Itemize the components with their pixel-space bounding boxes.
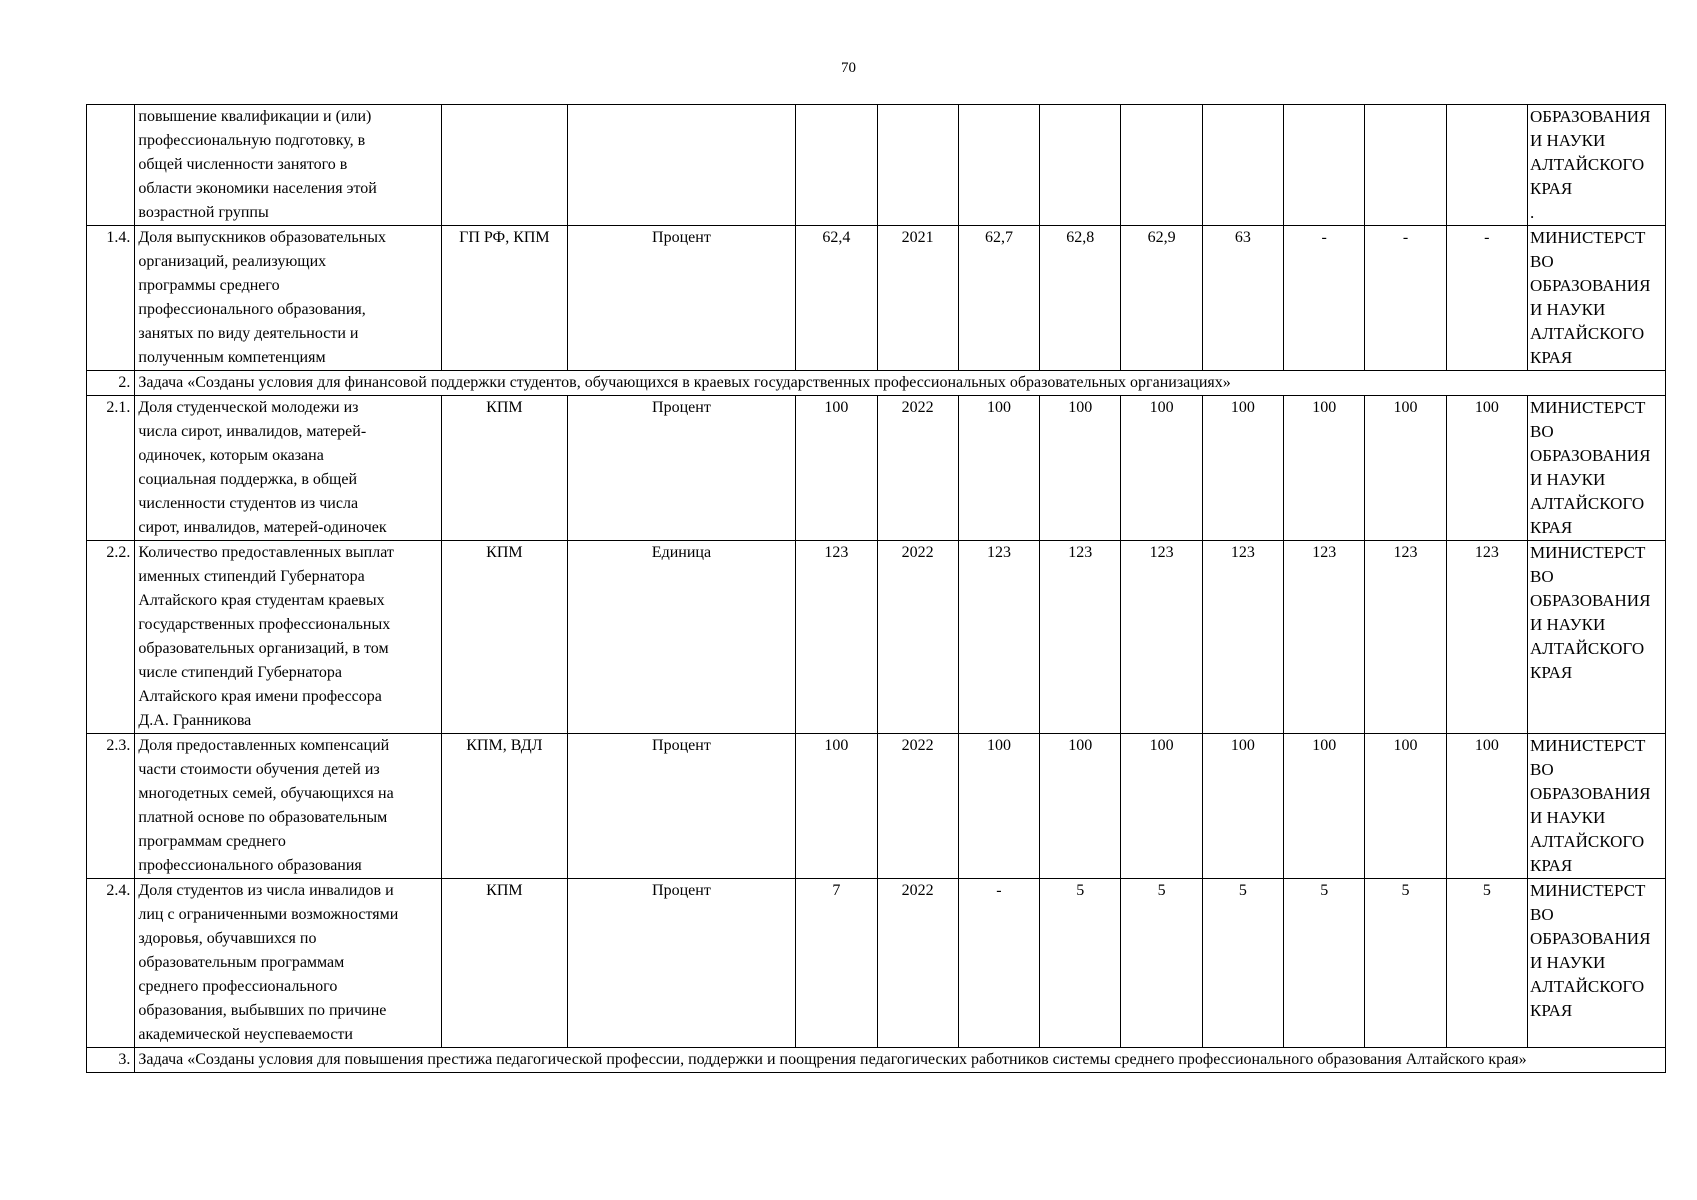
indicator-name <box>135 879 442 1048</box>
unit-cell: Процент <box>567 226 796 371</box>
indicator-name <box>135 105 442 226</box>
responsible-cell-line: И НАУКИ <box>1530 615 1606 634</box>
responsible-cell <box>1528 226 1666 371</box>
indicator-name-line: именных стипендий Губернатора <box>138 568 365 585</box>
year-value-cell: - <box>1365 226 1446 371</box>
responsible-cell-line: . <box>1530 203 1535 222</box>
year-value-cell: 100 <box>1121 734 1202 879</box>
responsible-cell-line: И НАУКИ <box>1530 470 1606 489</box>
table-row <box>87 541 1666 734</box>
base-year-cell <box>877 105 958 226</box>
indicator-name-line: многодетных семей, обучающихся на <box>138 785 394 802</box>
row-number: 2.2. <box>87 541 135 734</box>
responsible-cell-line: И НАУКИ <box>1530 808 1606 827</box>
source-cell: КПМ, ВДЛ <box>442 734 568 879</box>
year-value-cell: 100 <box>1284 396 1365 541</box>
responsible-cell-line: АЛТАЙСКОГО <box>1530 324 1645 343</box>
responsible-cell-line: АЛТАЙСКОГО <box>1530 977 1645 996</box>
indicator-name <box>135 541 442 734</box>
year-value-cell: 123 <box>958 541 1039 734</box>
row-number: 3. <box>87 1048 135 1073</box>
year-value-cell: 123 <box>1284 541 1365 734</box>
source-cell: КПМ <box>442 396 568 541</box>
year-value-cell <box>1121 105 1202 226</box>
responsible-cell-line: АЛТАЙСКОГО <box>1530 494 1645 513</box>
source-cell <box>442 105 568 226</box>
unit-cell: Процент <box>567 879 796 1048</box>
row-number: 2. <box>87 371 135 396</box>
indicator-name-line: здоровья, обучавшихся по <box>138 930 317 947</box>
responsible-cell-line: И НАУКИ <box>1530 131 1606 150</box>
responsible-cell-line: ОБРАЗОВАНИЯ <box>1530 446 1651 465</box>
year-value-cell: 123 <box>1365 541 1446 734</box>
indicator-name-line: Доля студенческой молодежи из <box>138 399 359 416</box>
year-value-cell: 100 <box>958 734 1039 879</box>
row-number: 2.3. <box>87 734 135 879</box>
row-number: 2.4. <box>87 879 135 1048</box>
base-year-cell: 2022 <box>877 879 958 1048</box>
indicator-name-line: программы среднего <box>138 277 280 294</box>
responsible-cell <box>1528 734 1666 879</box>
year-value-cell: 123 <box>1202 541 1283 734</box>
base-year-cell: 2022 <box>877 734 958 879</box>
year-value-cell <box>1202 105 1283 226</box>
responsible-cell-line: АЛТАЙСКОГО <box>1530 832 1645 851</box>
indicator-name-line: организаций, реализующих <box>138 253 327 270</box>
responsible-cell-line: ОБРАЗОВАНИЯ <box>1530 929 1651 948</box>
indicator-name <box>135 226 442 371</box>
year-value-cell: 100 <box>1446 396 1527 541</box>
responsible-cell-line: АЛТАЙСКОГО <box>1530 639 1645 658</box>
responsible-cell-line: ВО <box>1530 760 1554 779</box>
year-value-cell: 100 <box>1284 734 1365 879</box>
indicator-name-line: Алтайского края имени профессора <box>138 688 382 705</box>
indicator-name-line: общей численности занятого в <box>138 156 348 173</box>
indicator-name-line: платной основе по образовательным <box>138 809 388 826</box>
indicator-name-line: лиц с ограниченными возможностями <box>138 906 399 923</box>
year-value-cell: 100 <box>1040 734 1121 879</box>
year-value-cell: 100 <box>1365 396 1446 541</box>
year-value-cell: - <box>958 879 1039 1048</box>
indicator-name-line: одиночек, которым оказана <box>138 447 324 464</box>
indicator-name-line: повышение квалификации и (или) <box>138 108 372 125</box>
indicator-name-line: Д.А. Гранникова <box>138 712 252 729</box>
indicator-name <box>135 734 442 879</box>
year-value-cell: 62,9 <box>1121 226 1202 371</box>
responsible-cell-line: КРАЯ <box>1530 348 1573 367</box>
row-number <box>87 105 135 226</box>
unit-cell: Единица <box>567 541 796 734</box>
table-row <box>87 396 1666 541</box>
table-row <box>87 879 1666 1048</box>
year-value-cell: 5 <box>1284 879 1365 1048</box>
responsible-cell-line: ОБРАЗОВАНИЯ <box>1530 107 1651 126</box>
year-value-cell <box>1365 105 1446 226</box>
indicator-name-line: возрастной группы <box>138 204 269 221</box>
indicator-name-line: образовательных организаций, в том <box>138 640 389 657</box>
page-number: 70 <box>841 60 856 76</box>
year-value-cell: 100 <box>1202 734 1283 879</box>
source-cell: КПМ <box>442 879 568 1048</box>
year-value-cell: 100 <box>1365 734 1446 879</box>
base-value-cell: 123 <box>796 541 877 734</box>
indicator-name-line: числе стипендий Губернатора <box>138 664 342 681</box>
responsible-cell-line: ВО <box>1530 422 1554 441</box>
responsible-cell <box>1528 396 1666 541</box>
base-year-cell: 2022 <box>877 541 958 734</box>
responsible-cell-line: МИНИСТЕРСТ <box>1530 398 1646 417</box>
responsible-cell-line: МИНИСТЕРСТ <box>1530 228 1646 247</box>
year-value-cell: 100 <box>1446 734 1527 879</box>
indicator-name-line: программам среднего <box>138 833 286 850</box>
base-value-cell: 100 <box>796 396 877 541</box>
year-value-cell: 123 <box>1040 541 1121 734</box>
indicator-name <box>135 396 442 541</box>
year-value-cell: 5 <box>1202 879 1283 1048</box>
year-value-cell <box>1284 105 1365 226</box>
indicator-name-line: занятых по виду деятельности и <box>138 325 359 342</box>
table-row <box>87 105 1666 226</box>
responsible-cell-line: КРАЯ <box>1530 179 1573 198</box>
indicator-name-line: академической неуспеваемости <box>138 1026 353 1043</box>
responsible-cell-line: МИНИСТЕРСТ <box>1530 736 1646 755</box>
year-value-cell <box>1040 105 1121 226</box>
responsible-cell-line: КРАЯ <box>1530 856 1573 875</box>
responsible-cell-line: ОБРАЗОВАНИЯ <box>1530 784 1651 803</box>
source-cell: КПМ <box>442 541 568 734</box>
year-value-cell: 5 <box>1446 879 1527 1048</box>
unit-cell <box>567 105 796 226</box>
indicator-name-line: образования, выбывших по причине <box>138 1002 387 1019</box>
indicators-table <box>86 104 1666 1073</box>
year-value-cell <box>958 105 1039 226</box>
responsible-cell-line: ВО <box>1530 567 1554 586</box>
responsible-cell <box>1528 541 1666 734</box>
year-value-cell: 62,8 <box>1040 226 1121 371</box>
year-value-cell: 100 <box>1040 396 1121 541</box>
year-value-cell: 100 <box>1121 396 1202 541</box>
responsible-cell-line: КРАЯ <box>1530 1001 1573 1020</box>
responsible-cell-line: АЛТАЙСКОГО <box>1530 155 1645 174</box>
indicator-name-line: численности студентов из числа <box>138 495 359 512</box>
year-value-cell: 123 <box>1121 541 1202 734</box>
indicator-name-line: Количество предоставленных выплат <box>138 544 394 561</box>
responsible-cell-line: КРАЯ <box>1530 518 1573 537</box>
base-year-cell: 2022 <box>877 396 958 541</box>
task-text: Задача «Созданы условия для повышения престижа педагогической профессии, поддержки и поощрения педагогических работников системы среднего профессионального образования Алтайского края» <box>135 1048 1666 1073</box>
indicator-name-line: числа сирот, инвалидов, матерей- <box>138 423 367 440</box>
year-value-cell <box>1446 105 1527 226</box>
year-value-cell: - <box>1446 226 1527 371</box>
task-row <box>87 371 1666 396</box>
indicator-name-line: сирот, инвалидов, матерей-одиночек <box>138 519 387 536</box>
indicator-name-line: среднего профессионального <box>138 978 338 995</box>
base-value-cell <box>796 105 877 226</box>
indicator-name-line: полученным компетенциям <box>138 349 326 366</box>
unit-cell: Процент <box>567 396 796 541</box>
indicator-name-line: Доля предоставленных компенсаций <box>138 737 390 754</box>
responsible-cell-line: ОБРАЗОВАНИЯ <box>1530 276 1651 295</box>
base-value-cell: 100 <box>796 734 877 879</box>
row-number: 2.1. <box>87 396 135 541</box>
responsible-cell <box>1528 105 1666 226</box>
row-number: 1.4. <box>87 226 135 371</box>
responsible-cell-line: МИНИСТЕРСТ <box>1530 881 1646 900</box>
year-value-cell: 123 <box>1446 541 1527 734</box>
base-value-cell: 7 <box>796 879 877 1048</box>
year-value-cell: 5 <box>1365 879 1446 1048</box>
source-cell: ГП РФ, КПМ <box>442 226 568 371</box>
indicator-name-line: части стоимости обучения детей из <box>138 761 380 778</box>
year-value-cell: 5 <box>1121 879 1202 1048</box>
indicator-name-line: государственных профессиональных <box>138 616 391 633</box>
indicator-name-line: области экономики населения этой <box>138 180 377 197</box>
base-year-cell: 2021 <box>877 226 958 371</box>
indicator-name-line: социальная поддержка, в общей <box>138 471 357 488</box>
year-value-cell: 5 <box>1040 879 1121 1048</box>
year-value-cell: 62,7 <box>958 226 1039 371</box>
year-value-cell: 100 <box>1202 396 1283 541</box>
indicator-name-line: профессиональную подготовку, в <box>138 132 366 149</box>
task-row <box>87 1048 1666 1073</box>
unit-cell: Процент <box>567 734 796 879</box>
responsible-cell-line: МИНИСТЕРСТ <box>1530 543 1646 562</box>
responsible-cell-line: ВО <box>1530 905 1554 924</box>
indicator-name-line: Алтайского края студентам краевых <box>138 592 385 609</box>
indicator-name-line: образовательным программам <box>138 954 345 971</box>
table-row <box>87 226 1666 371</box>
base-value-cell: 62,4 <box>796 226 877 371</box>
indicator-name-line: профессионального образования <box>138 857 362 874</box>
responsible-cell-line: ВО <box>1530 252 1554 271</box>
task-text: Задача «Созданы условия для финансовой поддержки студентов, обучающихся в краевых государственных профессиональных образовательных организациях» <box>135 371 1666 396</box>
responsible-cell-line: ОБРАЗОВАНИЯ <box>1530 591 1651 610</box>
table-body <box>87 105 1666 1073</box>
year-value-cell: 100 <box>958 396 1039 541</box>
table-row <box>87 734 1666 879</box>
indicator-name-line: Доля выпускников образовательных <box>138 229 386 246</box>
responsible-cell <box>1528 879 1666 1048</box>
year-value-cell: - <box>1284 226 1365 371</box>
responsible-cell-line: И НАУКИ <box>1530 953 1606 972</box>
indicator-name-line: Доля студентов из числа инвалидов и <box>138 882 394 899</box>
indicator-name-line: профессионального образования, <box>138 301 366 318</box>
responsible-cell-line: КРАЯ <box>1530 663 1573 682</box>
responsible-cell-line: И НАУКИ <box>1530 300 1606 319</box>
year-value-cell: 63 <box>1202 226 1283 371</box>
